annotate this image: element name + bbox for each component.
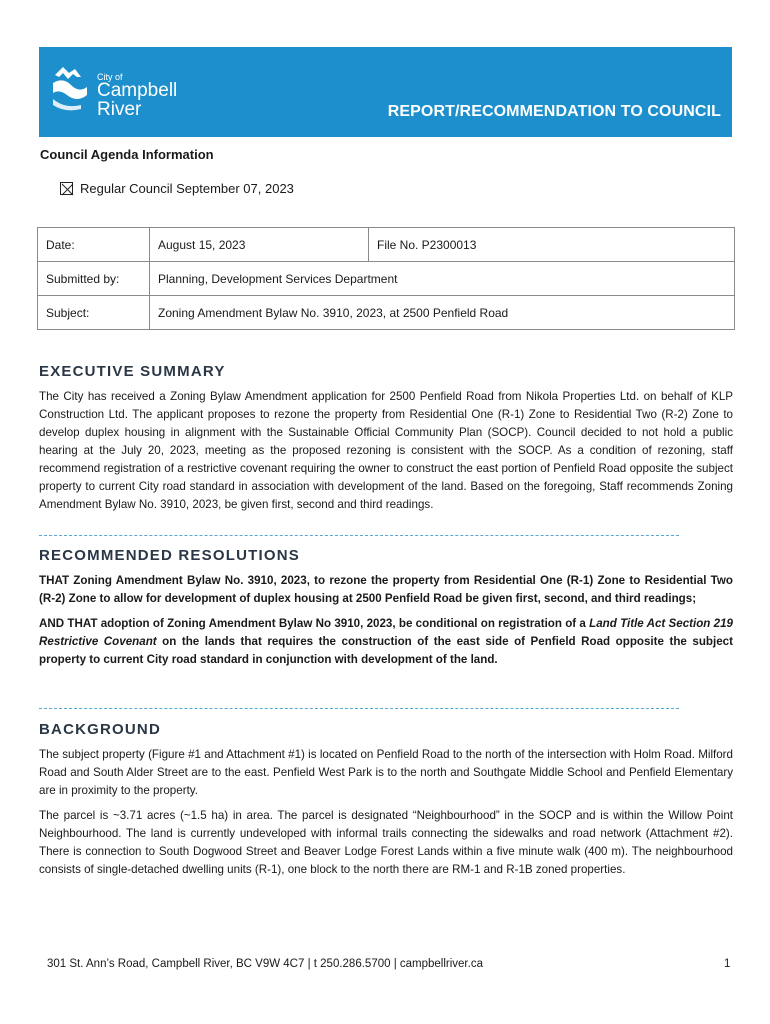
meeting-checkbox[interactable] xyxy=(60,182,73,195)
subject-value: Zoning Amendment Bylaw No. 3910, 2023, at 2500 Penfield Road xyxy=(150,296,735,330)
resolution-2-italic: Land Title Act Section 219 Restrictive Covenant xyxy=(39,617,733,648)
recommended-resolutions-section xyxy=(39,547,733,669)
section-divider xyxy=(39,708,679,709)
footer-address: 301 St. Ann’s Road, Campbell River, BC V9W 4C7 | t 250.286.5700 | campbellriver.ca xyxy=(47,958,483,970)
report-info-table xyxy=(37,227,735,330)
page-number: 1 xyxy=(724,958,731,970)
meeting-checkbox-label: Regular Council September 07, 2023 xyxy=(80,181,294,196)
agenda-meeting-line xyxy=(60,181,294,196)
table-row xyxy=(38,262,735,296)
logo-mark-icon xyxy=(51,65,95,111)
city-logo xyxy=(51,65,191,125)
submitted-label: Submitted by: xyxy=(38,262,150,296)
logo-text-city-of: City of xyxy=(97,72,123,82)
subject-label: Subject: xyxy=(38,296,150,330)
checkbox-x-icon xyxy=(61,183,74,196)
header-banner xyxy=(39,47,732,137)
logo-text-campbell: Campbell xyxy=(97,80,178,101)
date-value: August 15, 2023 xyxy=(150,228,369,262)
executive-summary-section xyxy=(39,363,733,514)
agenda-heading: Council Agenda Information xyxy=(40,147,214,162)
logo-text-river: River xyxy=(97,99,142,120)
table-row xyxy=(38,296,735,330)
file-number: File No. P2300013 xyxy=(369,228,735,262)
date-label: Date: xyxy=(38,228,150,262)
background-heading: BACKGROUND xyxy=(39,721,161,738)
recommended-resolutions-heading: RECOMMENDED RESOLUTIONS xyxy=(39,547,300,564)
executive-summary-text: The City has received a Zoning Bylaw Amendment application for 2500 Penfield Road from Nikola Properties Ltd. on behalf of KLP Construction Ltd. The applicant proposes to rezone the property from Residential One (R-1) Zone to Residential Two (R-2) Zone to develop duplex housing in alignment with the Sustainable Official Community Plan (SOCP). Council decided to not hold a public hearing at the July 20, 2023, meeting as the proposed rezoning is consistent with the SOCP. As a condition of rezoning, staff recommend registration of a restrictive covenant requiring the owner to construct the east portion of Penfield Road opposite the subject property to current City road standard in association with development of the land. Based on the foregoing, Staff recommends Zoning Amendment Bylaw No. 3910, 2023, be given first, second and third readings. xyxy=(39,390,733,511)
submitted-value: Planning, Development Services Department xyxy=(150,262,735,296)
report-title: REPORT/RECOMMENDATION TO COUNCIL xyxy=(387,103,721,120)
background-paragraph-2: The parcel is ~3.71 acres (~1.5 ha) in area. The parcel is designated “Neighbourhood” in the SOCP and is within the Willow Point Neighbourhood. The land is currently undeveloped with informal trails connecting the sidewalks and road network (Attachment #2). There is connection to South Dogwood Street and Beaver Lodge Forest Lands within a five minute walk (400 m). The neighbourhood consists of single-detached dwelling units (R-1), one block to the north there are RM-1 and R-1B zoned properties. xyxy=(39,809,733,876)
section-divider xyxy=(39,535,679,536)
resolution-1: THAT Zoning Amendment Bylaw No. 3910, 2023, to rezone the property from Residential One (R-1) Zone to Residential Two (R-2) Zone to allow for development of duplex housing at 2500 Penfield Road be given first, second, and third readings; xyxy=(39,574,733,605)
executive-summary-heading: EXECUTIVE SUMMARY xyxy=(39,363,226,380)
resolution-2-part-a: AND THAT adoption of Zoning Amendment Bylaw No 3910, 2023, be conditional on registration of a xyxy=(39,617,590,630)
resolution-2-part-b: on the lands that requires the construction of the east side of Penfield Road opposite the subject property to current City road standard in conjunction with development of the land. xyxy=(39,635,733,666)
table-row xyxy=(38,228,735,262)
background-section xyxy=(39,721,733,879)
resolution-2 xyxy=(39,615,733,669)
background-paragraph-1: The subject property (Figure #1 and Attachment #1) is located on Penfield Road to the north of the intersection with Holm Road. Milford Road and South Alder Street are to the east. Penfield West Park is to the north and Southgate Middle School and Penfield Elementary are in proximity to the property. xyxy=(39,748,733,797)
